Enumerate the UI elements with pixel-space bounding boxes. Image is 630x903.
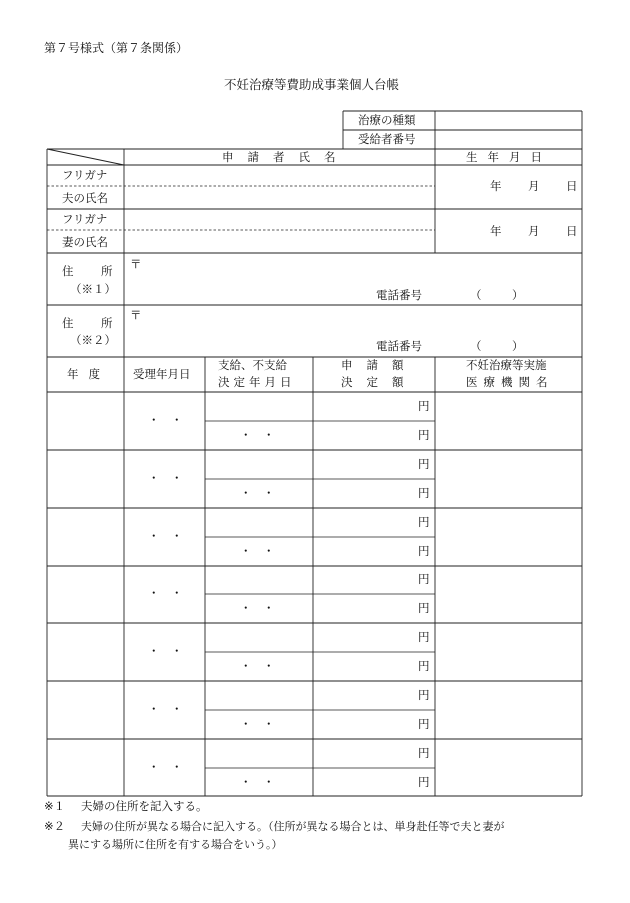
applied-yen: 円 xyxy=(418,399,430,413)
wife-birth-day: 日 xyxy=(566,224,578,238)
decision-date-dots: ・ ・ xyxy=(240,601,275,615)
decision-date-dots: ・ ・ xyxy=(240,544,275,558)
decided-yen: 円 xyxy=(418,659,430,673)
col-header-year: 年度 xyxy=(67,367,110,381)
col-header-decision-2: 決定年月日 xyxy=(218,375,296,389)
address2-label-a: 住 xyxy=(62,316,74,330)
birth-date-header: 生年月日 xyxy=(466,150,552,164)
applied-yen: 円 xyxy=(418,746,430,760)
page-title: 不妊治療等費助成事業個人台帳 xyxy=(224,77,400,92)
diagonal-line xyxy=(47,149,124,165)
phone-paren-close-1: ） xyxy=(512,288,524,302)
col-header-clinic-1: 不妊治療等実施 xyxy=(466,358,547,372)
decision-date-dots: ・ ・ xyxy=(240,659,275,673)
phone-paren-open-1: （ xyxy=(470,288,482,302)
postal-mark-2: 〒 xyxy=(130,308,142,322)
address2-label-b: 所 xyxy=(101,316,113,330)
address1-label-b: 所 xyxy=(101,264,113,278)
receipt-date-dots: ・ ・ xyxy=(148,760,183,774)
note1-mark: ※１ xyxy=(44,799,66,813)
phone-paren-open-2: （ xyxy=(470,339,482,353)
wife-name-label: 妻の氏名 xyxy=(62,235,108,249)
husband-birth-year: 年 xyxy=(490,179,502,193)
applied-yen: 円 xyxy=(418,457,430,471)
col-header-receipt-date: 受理年月日 xyxy=(133,367,191,381)
decided-yen: 円 xyxy=(418,486,430,500)
address1-label-a: 住 xyxy=(62,264,74,278)
husband-birth-day: 日 xyxy=(566,179,578,193)
decided-yen: 円 xyxy=(418,601,430,615)
address2-note: （※２） xyxy=(70,333,116,347)
husband-furigana-label: フリガナ xyxy=(62,168,108,182)
note1-text: 夫婦の住所を記入する。 xyxy=(81,799,208,813)
col-header-clinic-2: 医療機関名 xyxy=(466,375,554,389)
receipt-date-dots: ・ ・ xyxy=(148,702,183,716)
phone-paren-close-2: ） xyxy=(512,339,524,353)
wife-birth-year: 年 xyxy=(490,224,502,238)
applied-yen: 円 xyxy=(418,515,430,529)
decided-yen: 円 xyxy=(418,717,430,731)
wife-furigana-label: フリガナ xyxy=(62,212,108,226)
col-header-decision-1: 支給、不支給 xyxy=(218,358,287,372)
phone-label-2: 電話番号 xyxy=(376,339,422,353)
wife-birth-month: 月 xyxy=(528,224,540,238)
note2-text-line1: 夫婦の住所が異なる場合に記入する。（住所が異なる場合とは、単身赴任等で夫と妻が xyxy=(81,820,505,833)
postal-mark-1: 〒 xyxy=(130,257,142,271)
decision-date-dots: ・ ・ xyxy=(240,486,275,500)
husband-birth-month: 月 xyxy=(528,179,540,193)
decided-yen: 円 xyxy=(418,544,430,558)
applied-yen: 円 xyxy=(418,630,430,644)
decision-date-dots: ・ ・ xyxy=(240,428,275,442)
receipt-date-dots: ・ ・ xyxy=(148,413,183,427)
phone-label-1: 電話番号 xyxy=(376,288,422,302)
recipient-number-label: 受給者番号 xyxy=(358,132,416,146)
applicant-name-header: 申請者氏名 xyxy=(222,150,350,164)
receipt-date-dots: ・ ・ xyxy=(148,644,183,658)
form-number: 第７号様式（第７条関係） xyxy=(44,41,189,55)
decision-date-dots: ・ ・ xyxy=(240,775,275,789)
note2-mark: ※２ xyxy=(44,819,66,833)
treatment-type-label: 治療の種類 xyxy=(358,113,416,127)
decided-yen: 円 xyxy=(418,775,430,789)
husband-name-label: 夫の氏名 xyxy=(62,191,108,205)
receipt-date-dots: ・ ・ xyxy=(148,586,183,600)
col-header-amount-1: 申請額 xyxy=(341,358,418,372)
note2-text-line2: 異にする場所に住所を有する場合をいう。） xyxy=(68,838,283,851)
address1-note: （※１） xyxy=(70,282,116,296)
decided-yen: 円 xyxy=(418,428,430,442)
applied-yen: 円 xyxy=(418,572,430,586)
col-header-amount-2: 決定額 xyxy=(341,375,418,389)
decision-date-dots: ・ ・ xyxy=(240,717,275,731)
receipt-date-dots: ・ ・ xyxy=(148,471,183,485)
applied-yen: 円 xyxy=(418,688,430,702)
receipt-date-dots: ・ ・ xyxy=(148,529,183,543)
